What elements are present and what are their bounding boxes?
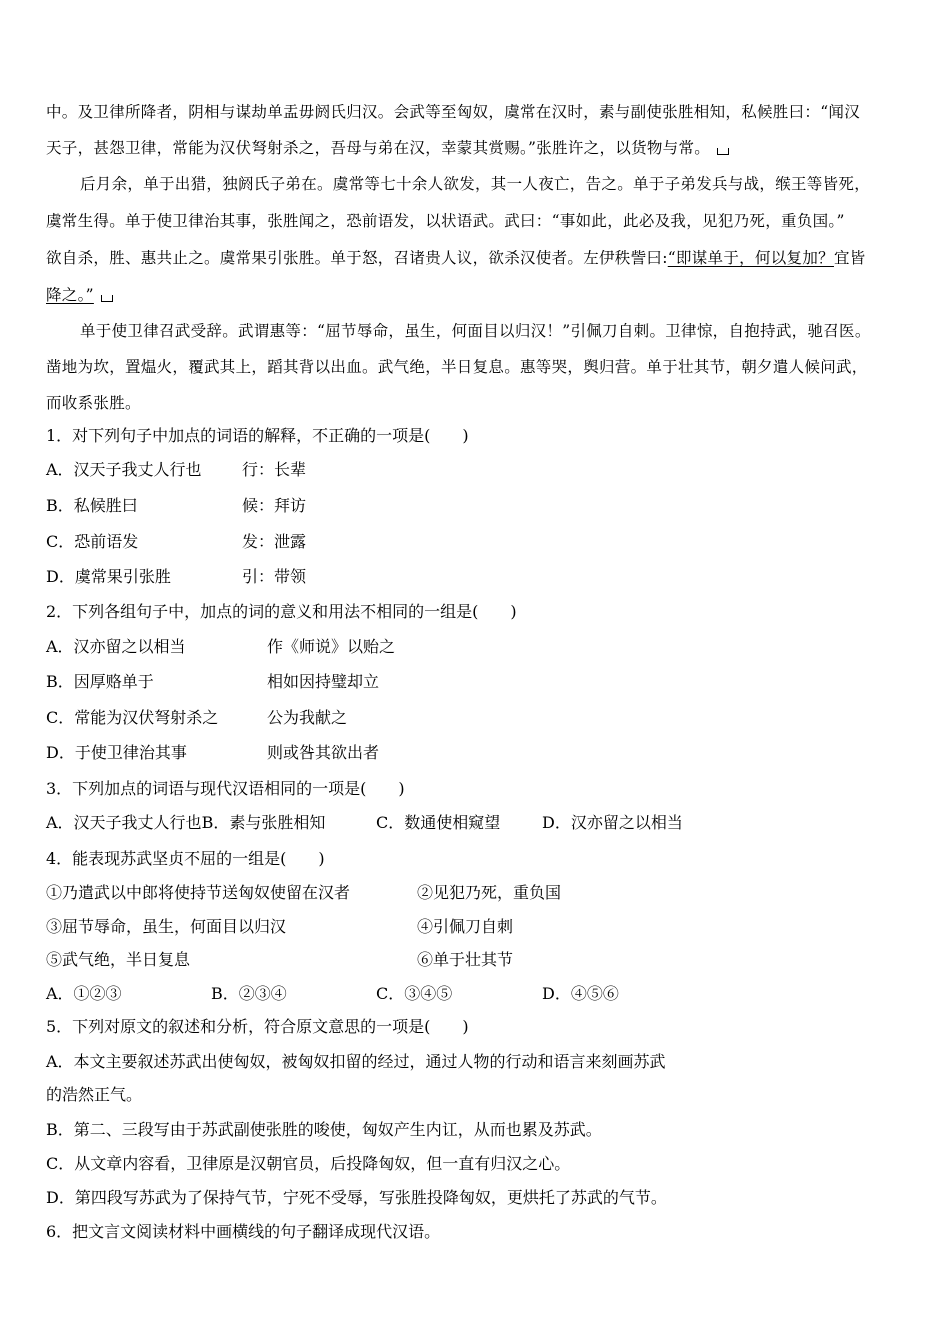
passage-line: 而收系张胜。 — [46, 394, 141, 412]
end-mark-icon — [100, 292, 114, 302]
q3-option-a: A．汉天子我丈人行也 — [46, 813, 202, 832]
q4-option-c: C．③④⑤ — [376, 984, 453, 1003]
question-5-stem: 5．下列对原文的叙述和分析，符合原文意思的一项是( ) — [46, 1017, 469, 1036]
passage-line: 中。及卫律所降者，阴相与谋劫单盂毋阏氏归汉。会武等至匈奴，虞常在汉时，素与副使张胜相知，私候胜曰：“闻汉 — [46, 103, 861, 121]
passage-line: 虞常生得。单于使卫律治其事，张胜闻之，恐前语发，以状语武。武曰：“事如此，此必及我，见犯乃死，重负国。” — [46, 212, 845, 230]
q3-option-c: C．数通使相窥望 — [376, 813, 501, 832]
q4-items-row: ⑤武气绝，半日复息 ⑥单于壮其节 — [46, 950, 514, 969]
q4-option-b: B．②③④ — [211, 984, 287, 1003]
q1-option-b: B．私候胜曰 候：拜访 — [46, 496, 307, 515]
end-mark-icon — [716, 145, 730, 155]
q4-items-row: ③屈节辱命，虽生，何面目以归汉 ④引佩刀自刺 — [46, 917, 514, 936]
q5-option-d: D．第四段写苏武为了保持气节，宁死不受辱，写张胜投降匈奴，更烘托了苏武的气节。 — [46, 1188, 667, 1207]
q5-option-a-cont: 的浩然正气。 — [46, 1085, 143, 1104]
q3-options — [46, 813, 683, 833]
question-3-stem: 3．下列加点的词语与现代汉语相同的一项是( ) — [46, 779, 405, 798]
q1-option-c: C．恐前语发 发：泄露 — [46, 532, 307, 551]
q1-option-d: D．虞常果引张胜 引：带领 — [46, 567, 307, 586]
question-4-stem: 4．能表现苏武坚贞不屈的一组是( ) — [46, 849, 325, 868]
q3-option-b: B．素与张胜相知 — [201, 813, 326, 832]
question-1-stem: 1．对下列句子中加点的词语的解释，不正确的一项是( ) — [46, 426, 469, 445]
q4-items-row: ①乃遣武以中郎将使持节送匈奴使留在汉者 ②见犯乃死，重负国 — [46, 883, 562, 902]
q2-option-c: C．常能为汉伏弩射杀之 公为我献之 — [46, 708, 348, 727]
passage-line: 单于使卫律召武受辞。武谓惠等：“屈节辱命，虽生，何面目以归汉！”引佩刀自刺。卫律惊，自抱持武，驰召医。 — [80, 322, 871, 340]
q2-option-b: B．因厚赂单于 相如因持璧却立 — [46, 672, 380, 691]
q4-options — [46, 984, 619, 1004]
q5-option-b: B．第二、三段写由于苏武副使张胜的唆使，匈奴产生内讧，从而也累及苏武。 — [46, 1120, 602, 1139]
q4-option-a: A．①②③ — [46, 984, 122, 1003]
passage-line: 凿地为坎，置煴火，覆武其上，蹈其背以出血。武气绝，半日复息。惠等哭，舆归营。单于壮其节，朝夕遣人候问武， — [46, 358, 868, 376]
q3-option-d: D．汉亦留之以相当 — [542, 813, 683, 832]
underlined-sentence: 降之。” — [46, 286, 94, 304]
passage-line — [46, 285, 114, 305]
q5-option-a: A．本文主要叙述苏武出使匈奴，被匈奴扣留的经过，通过人物的行动和语言来刻画苏武 — [46, 1052, 666, 1071]
question-6-stem: 6．把文言文阅读材料中画横线的句子翻译成现代汉语。 — [46, 1222, 441, 1241]
q2-option-a: A．汉亦留之以相当 作《师说》以贻之 — [46, 637, 396, 656]
passage-line: 后月余，单于出猎，独阏氏子弟在。虞常等七十余人欲发，其一人夜亡，告之。单于子弟发兵与战，缑王等皆死， — [80, 175, 871, 193]
q4-option-d: D．④⑤⑥ — [542, 984, 619, 1003]
q2-option-d: D．于使卫律治其事 则或咎其欲出者 — [46, 743, 380, 762]
q5-option-c: C．从文章内容看，卫律原是汉朝官员，后投降匈奴，但一直有归汉之心。 — [46, 1154, 571, 1173]
passage-line: 欲自杀，胜、惠共止之。虞常果引张胜。单于怒，召诸贵人议，欲杀汉使者。左伊秩訾曰:“即谋单于，何以复加？宜皆 — [46, 249, 866, 267]
question-2-stem: 2．下列各组句子中，加点的词的意义和用法不相同的一组是( ) — [46, 602, 517, 621]
underlined-sentence: “即谋单于，何以复加？ — [667, 249, 834, 267]
passage-line: 天子，甚怨卫律，常能为汉伏弩射杀之，吾母与弟在汉，幸蒙其赏赐。”张胜许之，以货物与常。 — [46, 138, 730, 158]
q1-option-a: A．汉天子我丈人行也 行：长辈 — [46, 460, 307, 479]
